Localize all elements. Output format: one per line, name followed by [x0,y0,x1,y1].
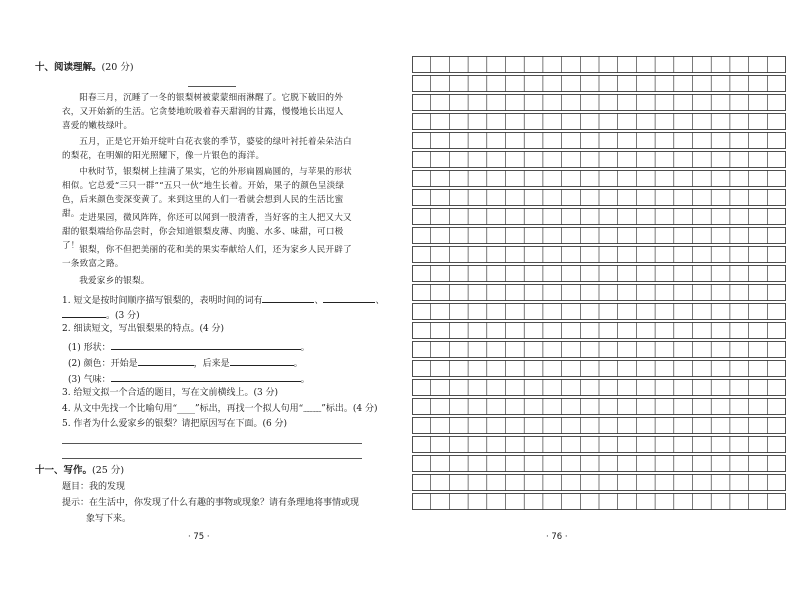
writing-hint-line-2: 象写下来。 [86,514,132,524]
reading-points: (20 分) [101,62,134,73]
reading-heading-text: 十、阅读理解。 [35,62,102,73]
question-1-cont [62,308,140,322]
paragraph-6: 我爱家乡的银梨。 [79,276,150,286]
q1-blank-1[interactable] [262,293,314,303]
q2-color-dot: 。 [293,359,303,369]
question-1 [62,293,384,307]
q1-blank-2[interactable] [323,293,375,303]
question-4: 4. 从文中先找一个比喻句用“____”标出，再找一个拟人句用“﹏﹏”标出。(4 分) [62,404,378,414]
title-answer-line[interactable] [188,86,236,87]
q5-answer-line-2[interactable] [62,458,362,459]
q2-smell-label: (3) 气味： [68,375,111,385]
question-3: 3. 给短文拟一个合适的题目，写在文前横线上。(3 分) [62,388,279,398]
q1-score: 。(3 分) [106,311,140,321]
q2-smell-blank[interactable] [111,372,301,382]
writing-section-heading [35,465,124,477]
writing-points: (25 分) [92,465,125,476]
writing-heading-text: 十一、写作。 [35,465,93,476]
question-5: 5. 作者为什么爱家乡的银梨？请把原因写在下面。(6 分) [62,419,288,429]
q1-separator-1: 、 [314,296,324,306]
q5-answer-line-1[interactable] [62,443,362,444]
q2-color-label: (2) 颜色：开始是 [68,359,138,369]
paragraph-3: 中秋时节，银梨树上挂满了果实，它的外形扁圆扁圆的，与苹果的形状相似。它总爱“三只一群”“五只一伙”地生长着。开始，果子的颜色呈淡绿色，后来颜色变深变黄了。来到这里的人们一看就会想到人民的生活比蜜甜。 [62,167,352,219]
q2-shape-dot: 。 [300,343,310,353]
writing-topic: 题目：我的发现 [62,482,126,492]
reading-section-heading [35,62,134,74]
q2-color-line [68,356,303,370]
q1-text: 1. 短文是按时间顺序描写银梨的，表明时间的词有 [62,296,263,306]
q2-color-blank-1[interactable] [138,356,194,366]
q2-shape-blank[interactable] [111,340,301,350]
q2-color-later: ，后来是 [193,359,230,369]
q2-shape-label: (1) 形状： [68,343,111,353]
q1-separator-2: 、 [375,296,385,306]
page-number-left: · 75 · [188,532,210,542]
page-number-right: · 76 · [546,532,568,542]
question-2: 2. 细读短文，写出银梨果的特点。(4 分) [62,324,225,334]
paragraph-2: 五月，正是它开始开绽叶白花衣裳的季节，婆娑的绿叶衬托着朵朵洁白的梨花，在明媚的阳光照耀下，像一片银色的海洋。 [62,137,352,161]
paragraph-4: 走进果园，微风阵阵，你还可以闻到一股清香，当好客的主人把又大又甜的银梨端给你品尝时，你会知道银梨皮薄、肉脆、水多、味甜，可口极了！ [62,213,352,251]
q2-smell-dot: 。 [300,375,310,385]
q2-shape-line [68,340,310,354]
paragraph-5: 银梨，你不但把美丽的花和美的果实奉献给人们，还为家乡人民开辟了一条致富之路。 [62,245,352,269]
writing-hint-line-1: 提示：在生活中，你发现了什么有趣的事物或现象？请有条理地将事情或现 [62,498,360,508]
q2-smell-line [68,372,310,386]
q2-color-blank-2[interactable] [230,356,294,366]
paragraph-1: 阳春三月，沉睡了一冬的银梨树被蒙蒙细雨淋醒了。它脱下破旧的外衣，又开始新的生活。它贪婪地吮吸着春天甜润的甘露，慢慢地长出逗人喜爱的嫩枝绿叶。 [62,93,344,131]
q1-blank-3[interactable] [62,308,106,318]
composition-grid[interactable] [412,56,786,512]
